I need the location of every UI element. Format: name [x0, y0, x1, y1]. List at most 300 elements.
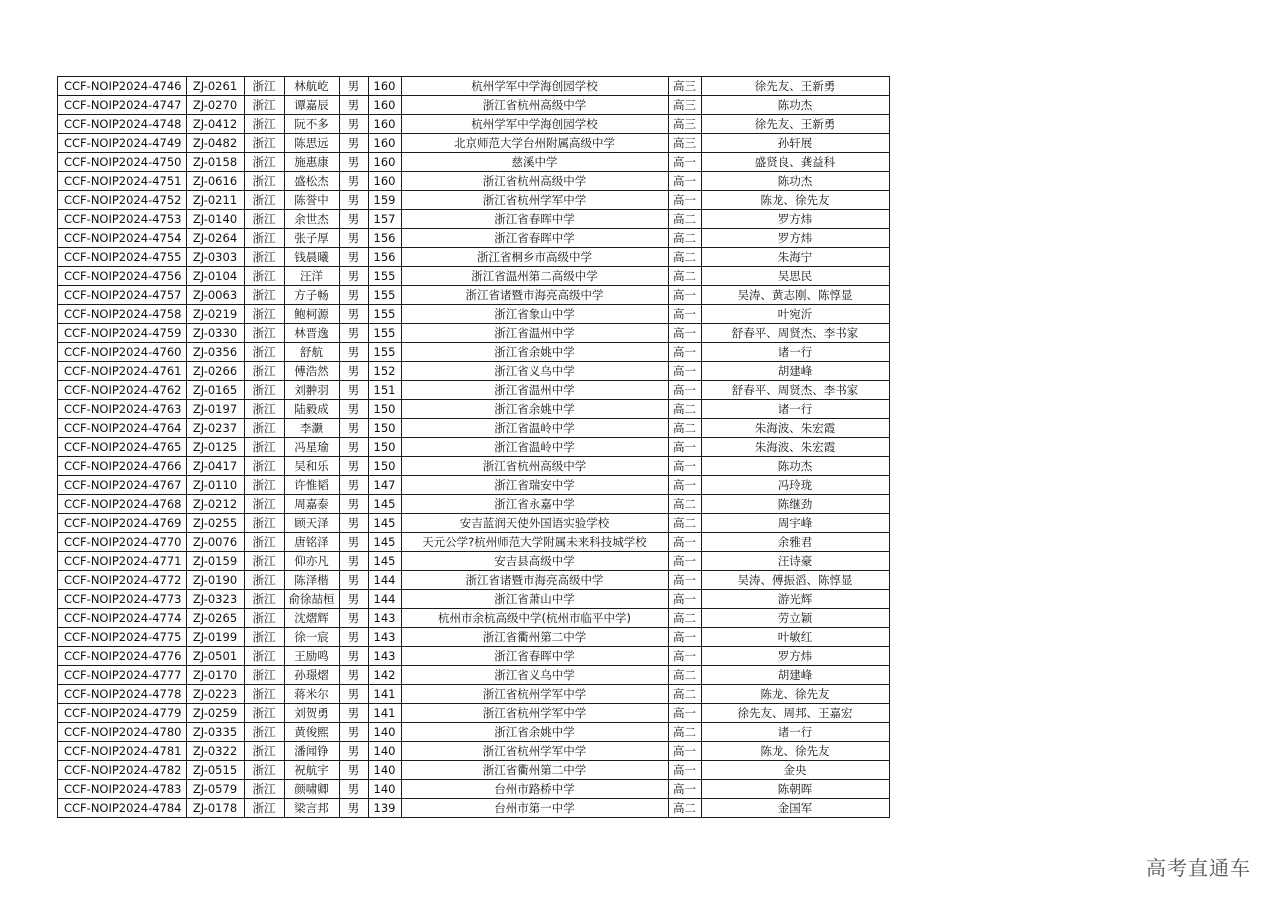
contestant-id-cell: CCF-NOIP2024-4760 [58, 343, 187, 362]
gender-cell: 男 [339, 514, 368, 533]
school-cell: 台州市路桥中学 [401, 780, 668, 799]
score-cell: 144 [368, 590, 401, 609]
coach-cell: 叶敏红 [701, 628, 889, 647]
coach-cell: 陈功杰 [701, 457, 889, 476]
school-cell: 安吉蓝润天使外国语实验学校 [401, 514, 668, 533]
contestant-id-cell: CCF-NOIP2024-4746 [58, 77, 187, 96]
score-cell: 140 [368, 742, 401, 761]
school-cell: 杭州学军中学海创园学校 [401, 115, 668, 134]
coach-cell: 冯玲珑 [701, 476, 889, 495]
province-cell: 浙江 [244, 343, 284, 362]
coach-cell: 朱海波、朱宏霞 [701, 419, 889, 438]
contestant-id-cell: CCF-NOIP2024-4759 [58, 324, 187, 343]
gender-cell: 男 [339, 77, 368, 96]
score-cell: 155 [368, 267, 401, 286]
exam-id-cell: ZJ-0264 [186, 229, 244, 248]
school-cell: 安吉县高级中学 [401, 552, 668, 571]
exam-id-cell: ZJ-0190 [186, 571, 244, 590]
gender-cell: 男 [339, 134, 368, 153]
school-cell: 浙江省温岭中学 [401, 438, 668, 457]
score-cell: 160 [368, 153, 401, 172]
exam-id-cell: ZJ-0330 [186, 324, 244, 343]
gender-cell: 男 [339, 286, 368, 305]
name-cell: 徐一宸 [284, 628, 339, 647]
grade-cell: 高一 [668, 571, 701, 590]
gender-cell: 男 [339, 248, 368, 267]
school-cell: 浙江省诸暨市海亮高级中学 [401, 286, 668, 305]
contestant-id-cell: CCF-NOIP2024-4749 [58, 134, 187, 153]
name-cell: 唐铭泽 [284, 533, 339, 552]
coach-cell: 诸一行 [701, 343, 889, 362]
name-cell: 孙璟熠 [284, 666, 339, 685]
gender-cell: 男 [339, 476, 368, 495]
coach-cell: 陈龙、徐先友 [701, 742, 889, 761]
province-cell: 浙江 [244, 571, 284, 590]
gender-cell: 男 [339, 704, 368, 723]
exam-id-cell: ZJ-0212 [186, 495, 244, 514]
contestant-id-cell: CCF-NOIP2024-4748 [58, 115, 187, 134]
province-cell: 浙江 [244, 457, 284, 476]
exam-id-cell: ZJ-0104 [186, 267, 244, 286]
table-row [58, 742, 890, 761]
coach-cell: 诸一行 [701, 400, 889, 419]
score-cell: 145 [368, 495, 401, 514]
table-row [58, 324, 890, 343]
gender-cell: 男 [339, 742, 368, 761]
table-row [58, 609, 890, 628]
gender-cell: 男 [339, 324, 368, 343]
score-cell: 150 [368, 419, 401, 438]
name-cell: 陈誉中 [284, 191, 339, 210]
exam-id-cell: ZJ-0482 [186, 134, 244, 153]
table-row [58, 153, 890, 172]
exam-id-cell: ZJ-0616 [186, 172, 244, 191]
contestant-id-cell: CCF-NOIP2024-4753 [58, 210, 187, 229]
gender-cell: 男 [339, 191, 368, 210]
name-cell: 颜啸卿 [284, 780, 339, 799]
table-row [58, 723, 890, 742]
grade-cell: 高一 [668, 305, 701, 324]
score-cell: 140 [368, 761, 401, 780]
contestant-id-cell: CCF-NOIP2024-4751 [58, 172, 187, 191]
grade-cell: 高一 [668, 172, 701, 191]
gender-cell: 男 [339, 400, 368, 419]
school-cell: 浙江省杭州学军中学 [401, 742, 668, 761]
gender-cell: 男 [339, 571, 368, 590]
score-cell: 145 [368, 514, 401, 533]
exam-id-cell: ZJ-0170 [186, 666, 244, 685]
gender-cell: 男 [339, 780, 368, 799]
province-cell: 浙江 [244, 514, 284, 533]
name-cell: 陆毅成 [284, 400, 339, 419]
gender-cell: 男 [339, 267, 368, 286]
coach-cell: 诸一行 [701, 723, 889, 742]
exam-id-cell: ZJ-0063 [186, 286, 244, 305]
table-row [58, 571, 890, 590]
coach-cell: 盛贤良、龚益科 [701, 153, 889, 172]
name-cell: 潘闻铮 [284, 742, 339, 761]
coach-cell: 金央 [701, 761, 889, 780]
province-cell: 浙江 [244, 77, 284, 96]
province-cell: 浙江 [244, 552, 284, 571]
exam-id-cell: ZJ-0322 [186, 742, 244, 761]
exam-id-cell: ZJ-0197 [186, 400, 244, 419]
score-cell: 145 [368, 533, 401, 552]
exam-id-cell: ZJ-0270 [186, 96, 244, 115]
table-row [58, 96, 890, 115]
gender-cell: 男 [339, 362, 368, 381]
score-cell: 143 [368, 628, 401, 647]
table-row [58, 647, 890, 666]
grade-cell: 高一 [668, 457, 701, 476]
name-cell: 冯星瑜 [284, 438, 339, 457]
contestant-id-cell: CCF-NOIP2024-4757 [58, 286, 187, 305]
name-cell: 刘翀羽 [284, 381, 339, 400]
grade-cell: 高二 [668, 723, 701, 742]
name-cell: 刘贺勇 [284, 704, 339, 723]
table-row [58, 761, 890, 780]
school-cell: 浙江省衢州第二中学 [401, 628, 668, 647]
name-cell: 王励鸣 [284, 647, 339, 666]
grade-cell: 高二 [668, 400, 701, 419]
province-cell: 浙江 [244, 172, 284, 191]
contestant-id-cell: CCF-NOIP2024-4778 [58, 685, 187, 704]
exam-id-cell: ZJ-0261 [186, 77, 244, 96]
school-cell: 浙江省杭州学军中学 [401, 191, 668, 210]
gender-cell: 男 [339, 96, 368, 115]
coach-cell: 汪诗豪 [701, 552, 889, 571]
exam-id-cell: ZJ-0140 [186, 210, 244, 229]
coach-cell: 徐先友、王新勇 [701, 115, 889, 134]
school-cell: 浙江省衢州第二中学 [401, 761, 668, 780]
gender-cell: 男 [339, 666, 368, 685]
coach-cell: 罗方炜 [701, 210, 889, 229]
table-row [58, 248, 890, 267]
province-cell: 浙江 [244, 666, 284, 685]
grade-cell: 高一 [668, 628, 701, 647]
table-row [58, 457, 890, 476]
grade-cell: 高一 [668, 438, 701, 457]
contestant-id-cell: CCF-NOIP2024-4782 [58, 761, 187, 780]
grade-cell: 高一 [668, 153, 701, 172]
contestant-id-cell: CCF-NOIP2024-4777 [58, 666, 187, 685]
school-cell: 浙江省温州中学 [401, 324, 668, 343]
table-row [58, 343, 890, 362]
score-cell: 155 [368, 305, 401, 324]
coach-cell: 劳立颖 [701, 609, 889, 628]
province-cell: 浙江 [244, 400, 284, 419]
exam-id-cell: ZJ-0356 [186, 343, 244, 362]
school-cell: 浙江省余姚中学 [401, 723, 668, 742]
score-cell: 145 [368, 552, 401, 571]
contestant-id-cell: CCF-NOIP2024-4771 [58, 552, 187, 571]
school-cell: 浙江省余姚中学 [401, 400, 668, 419]
contestant-id-cell: CCF-NOIP2024-4768 [58, 495, 187, 514]
coach-cell: 吴思民 [701, 267, 889, 286]
gender-cell: 男 [339, 533, 368, 552]
school-cell: 浙江省杭州学军中学 [401, 685, 668, 704]
contestant-id-cell: CCF-NOIP2024-4761 [58, 362, 187, 381]
score-cell: 155 [368, 286, 401, 305]
name-cell: 阮不多 [284, 115, 339, 134]
grade-cell: 高一 [668, 704, 701, 723]
name-cell: 周嘉泰 [284, 495, 339, 514]
contestant-id-cell: CCF-NOIP2024-4762 [58, 381, 187, 400]
grade-cell: 高一 [668, 552, 701, 571]
school-cell: 慈溪中学 [401, 153, 668, 172]
gender-cell: 男 [339, 457, 368, 476]
coach-cell: 叶宛沂 [701, 305, 889, 324]
contestant-id-cell: CCF-NOIP2024-4767 [58, 476, 187, 495]
coach-cell: 周宇峰 [701, 514, 889, 533]
score-cell: 160 [368, 115, 401, 134]
school-cell: 浙江省春晖中学 [401, 647, 668, 666]
grade-cell: 高三 [668, 96, 701, 115]
school-cell: 浙江省温岭中学 [401, 419, 668, 438]
school-cell: 浙江省杭州高级中学 [401, 172, 668, 191]
province-cell: 浙江 [244, 438, 284, 457]
score-cell: 143 [368, 609, 401, 628]
contestant-id-cell: CCF-NOIP2024-4780 [58, 723, 187, 742]
coach-cell: 陈功杰 [701, 96, 889, 115]
exam-id-cell: ZJ-0255 [186, 514, 244, 533]
score-cell: 144 [368, 571, 401, 590]
contestant-id-cell: CCF-NOIP2024-4779 [58, 704, 187, 723]
exam-id-cell: ZJ-0515 [186, 761, 244, 780]
province-cell: 浙江 [244, 799, 284, 818]
gender-cell: 男 [339, 495, 368, 514]
name-cell: 舒航 [284, 343, 339, 362]
table-row [58, 77, 890, 96]
results-table-body [58, 77, 890, 818]
gender-cell: 男 [339, 419, 368, 438]
contestant-id-cell: CCF-NOIP2024-4769 [58, 514, 187, 533]
score-cell: 159 [368, 191, 401, 210]
table-row [58, 780, 890, 799]
exam-id-cell: ZJ-0076 [186, 533, 244, 552]
score-cell: 141 [368, 704, 401, 723]
score-cell: 160 [368, 172, 401, 191]
contestant-id-cell: CCF-NOIP2024-4765 [58, 438, 187, 457]
coach-cell: 舒春平、周贤杰、李书家 [701, 381, 889, 400]
score-cell: 150 [368, 438, 401, 457]
table-row [58, 229, 890, 248]
province-cell: 浙江 [244, 191, 284, 210]
school-cell: 浙江省温州第二高级中学 [401, 267, 668, 286]
coach-cell: 朱海波、朱宏霞 [701, 438, 889, 457]
grade-cell: 高一 [668, 476, 701, 495]
score-cell: 150 [368, 457, 401, 476]
exam-id-cell: ZJ-0501 [186, 647, 244, 666]
province-cell: 浙江 [244, 248, 284, 267]
contestant-id-cell: CCF-NOIP2024-4755 [58, 248, 187, 267]
table-row [58, 533, 890, 552]
grade-cell: 高一 [668, 761, 701, 780]
coach-cell: 陈龙、徐先友 [701, 685, 889, 704]
province-cell: 浙江 [244, 96, 284, 115]
coach-cell: 游光辉 [701, 590, 889, 609]
name-cell: 林晋逸 [284, 324, 339, 343]
exam-id-cell: ZJ-0219 [186, 305, 244, 324]
name-cell: 余世杰 [284, 210, 339, 229]
table-row [58, 552, 890, 571]
exam-id-cell: ZJ-0579 [186, 780, 244, 799]
school-cell: 浙江省温州中学 [401, 381, 668, 400]
province-cell: 浙江 [244, 590, 284, 609]
exam-id-cell: ZJ-0323 [186, 590, 244, 609]
name-cell: 陈思远 [284, 134, 339, 153]
table-row [58, 514, 890, 533]
coach-cell: 吴涛、傅振滔、陈惇显 [701, 571, 889, 590]
gender-cell: 男 [339, 381, 368, 400]
score-cell: 140 [368, 780, 401, 799]
table-row [58, 685, 890, 704]
name-cell: 谭嘉辰 [284, 96, 339, 115]
school-cell: 杭州市余杭高级中学(杭州市临平中学) [401, 609, 668, 628]
contestant-id-cell: CCF-NOIP2024-4772 [58, 571, 187, 590]
table-row [58, 115, 890, 134]
coach-cell: 陈龙、徐先友 [701, 191, 889, 210]
grade-cell: 高二 [668, 666, 701, 685]
exam-id-cell: ZJ-0199 [186, 628, 244, 647]
gender-cell: 男 [339, 723, 368, 742]
grade-cell: 高二 [668, 799, 701, 818]
school-cell: 浙江省桐乡市高级中学 [401, 248, 668, 267]
grade-cell: 高三 [668, 77, 701, 96]
coach-cell: 余雅君 [701, 533, 889, 552]
province-cell: 浙江 [244, 229, 284, 248]
exam-id-cell: ZJ-0303 [186, 248, 244, 267]
table-row [58, 495, 890, 514]
school-cell: 浙江省春晖中学 [401, 229, 668, 248]
school-cell: 浙江省杭州高级中学 [401, 457, 668, 476]
score-cell: 160 [368, 96, 401, 115]
contestant-id-cell: CCF-NOIP2024-4774 [58, 609, 187, 628]
score-cell: 152 [368, 362, 401, 381]
grade-cell: 高二 [668, 685, 701, 704]
exam-id-cell: ZJ-0178 [186, 799, 244, 818]
school-cell: 北京师范大学台州附属高级中学 [401, 134, 668, 153]
table-row [58, 134, 890, 153]
grade-cell: 高二 [668, 229, 701, 248]
province-cell: 浙江 [244, 723, 284, 742]
score-cell: 142 [368, 666, 401, 685]
table-row [58, 419, 890, 438]
school-cell: 浙江省春晖中学 [401, 210, 668, 229]
province-cell: 浙江 [244, 305, 284, 324]
table-row [58, 305, 890, 324]
grade-cell: 高一 [668, 381, 701, 400]
province-cell: 浙江 [244, 609, 284, 628]
province-cell: 浙江 [244, 210, 284, 229]
school-cell: 浙江省杭州高级中学 [401, 96, 668, 115]
coach-cell: 胡建峰 [701, 362, 889, 381]
province-cell: 浙江 [244, 761, 284, 780]
name-cell: 钱晨曦 [284, 248, 339, 267]
contestant-id-cell: CCF-NOIP2024-4770 [58, 533, 187, 552]
province-cell: 浙江 [244, 419, 284, 438]
name-cell: 鲍柯源 [284, 305, 339, 324]
province-cell: 浙江 [244, 495, 284, 514]
coach-cell: 陈功杰 [701, 172, 889, 191]
table-row [58, 172, 890, 191]
score-cell: 140 [368, 723, 401, 742]
name-cell: 傅浩然 [284, 362, 339, 381]
contestant-id-cell: CCF-NOIP2024-4773 [58, 590, 187, 609]
school-cell: 浙江省诸暨市海亮高级中学 [401, 571, 668, 590]
school-cell: 浙江省义乌中学 [401, 666, 668, 685]
gender-cell: 男 [339, 343, 368, 362]
exam-id-cell: ZJ-0165 [186, 381, 244, 400]
results-table [57, 76, 890, 818]
grade-cell: 高二 [668, 267, 701, 286]
grade-cell: 高二 [668, 210, 701, 229]
name-cell: 林航屹 [284, 77, 339, 96]
province-cell: 浙江 [244, 533, 284, 552]
contestant-id-cell: CCF-NOIP2024-4754 [58, 229, 187, 248]
table-row [58, 666, 890, 685]
table-row [58, 799, 890, 818]
contestant-id-cell: CCF-NOIP2024-4776 [58, 647, 187, 666]
province-cell: 浙江 [244, 286, 284, 305]
province-cell: 浙江 [244, 362, 284, 381]
table-row [58, 286, 890, 305]
table-row [58, 590, 890, 609]
exam-id-cell: ZJ-0417 [186, 457, 244, 476]
coach-cell: 金国军 [701, 799, 889, 818]
gender-cell: 男 [339, 799, 368, 818]
coach-cell: 吴涛、黄志刚、陈惇显 [701, 286, 889, 305]
table-row [58, 628, 890, 647]
exam-id-cell: ZJ-0335 [186, 723, 244, 742]
score-cell: 147 [368, 476, 401, 495]
province-cell: 浙江 [244, 476, 284, 495]
gender-cell: 男 [339, 153, 368, 172]
coach-cell: 孙轩展 [701, 134, 889, 153]
table-row [58, 362, 890, 381]
gender-cell: 男 [339, 590, 368, 609]
contestant-id-cell: CCF-NOIP2024-4783 [58, 780, 187, 799]
name-cell: 张子厚 [284, 229, 339, 248]
province-cell: 浙江 [244, 381, 284, 400]
grade-cell: 高一 [668, 324, 701, 343]
name-cell: 许惟韬 [284, 476, 339, 495]
school-cell: 浙江省瑞安中学 [401, 476, 668, 495]
table-row [58, 704, 890, 723]
table-row [58, 476, 890, 495]
name-cell: 施惠康 [284, 153, 339, 172]
contestant-id-cell: CCF-NOIP2024-4763 [58, 400, 187, 419]
gender-cell: 男 [339, 115, 368, 134]
contestant-id-cell: CCF-NOIP2024-4756 [58, 267, 187, 286]
table-row [58, 210, 890, 229]
exam-id-cell: ZJ-0223 [186, 685, 244, 704]
gender-cell: 男 [339, 305, 368, 324]
exam-id-cell: ZJ-0265 [186, 609, 244, 628]
coach-cell: 舒春平、周贤杰、李书家 [701, 324, 889, 343]
name-cell: 顾天泽 [284, 514, 339, 533]
contestant-id-cell: CCF-NOIP2024-4747 [58, 96, 187, 115]
coach-cell: 朱海宁 [701, 248, 889, 267]
province-cell: 浙江 [244, 685, 284, 704]
grade-cell: 高三 [668, 115, 701, 134]
gender-cell: 男 [339, 210, 368, 229]
name-cell: 俞徐喆桓 [284, 590, 339, 609]
grade-cell: 高二 [668, 609, 701, 628]
contestant-id-cell: CCF-NOIP2024-4766 [58, 457, 187, 476]
school-cell: 浙江省象山中学 [401, 305, 668, 324]
exam-id-cell: ZJ-0237 [186, 419, 244, 438]
